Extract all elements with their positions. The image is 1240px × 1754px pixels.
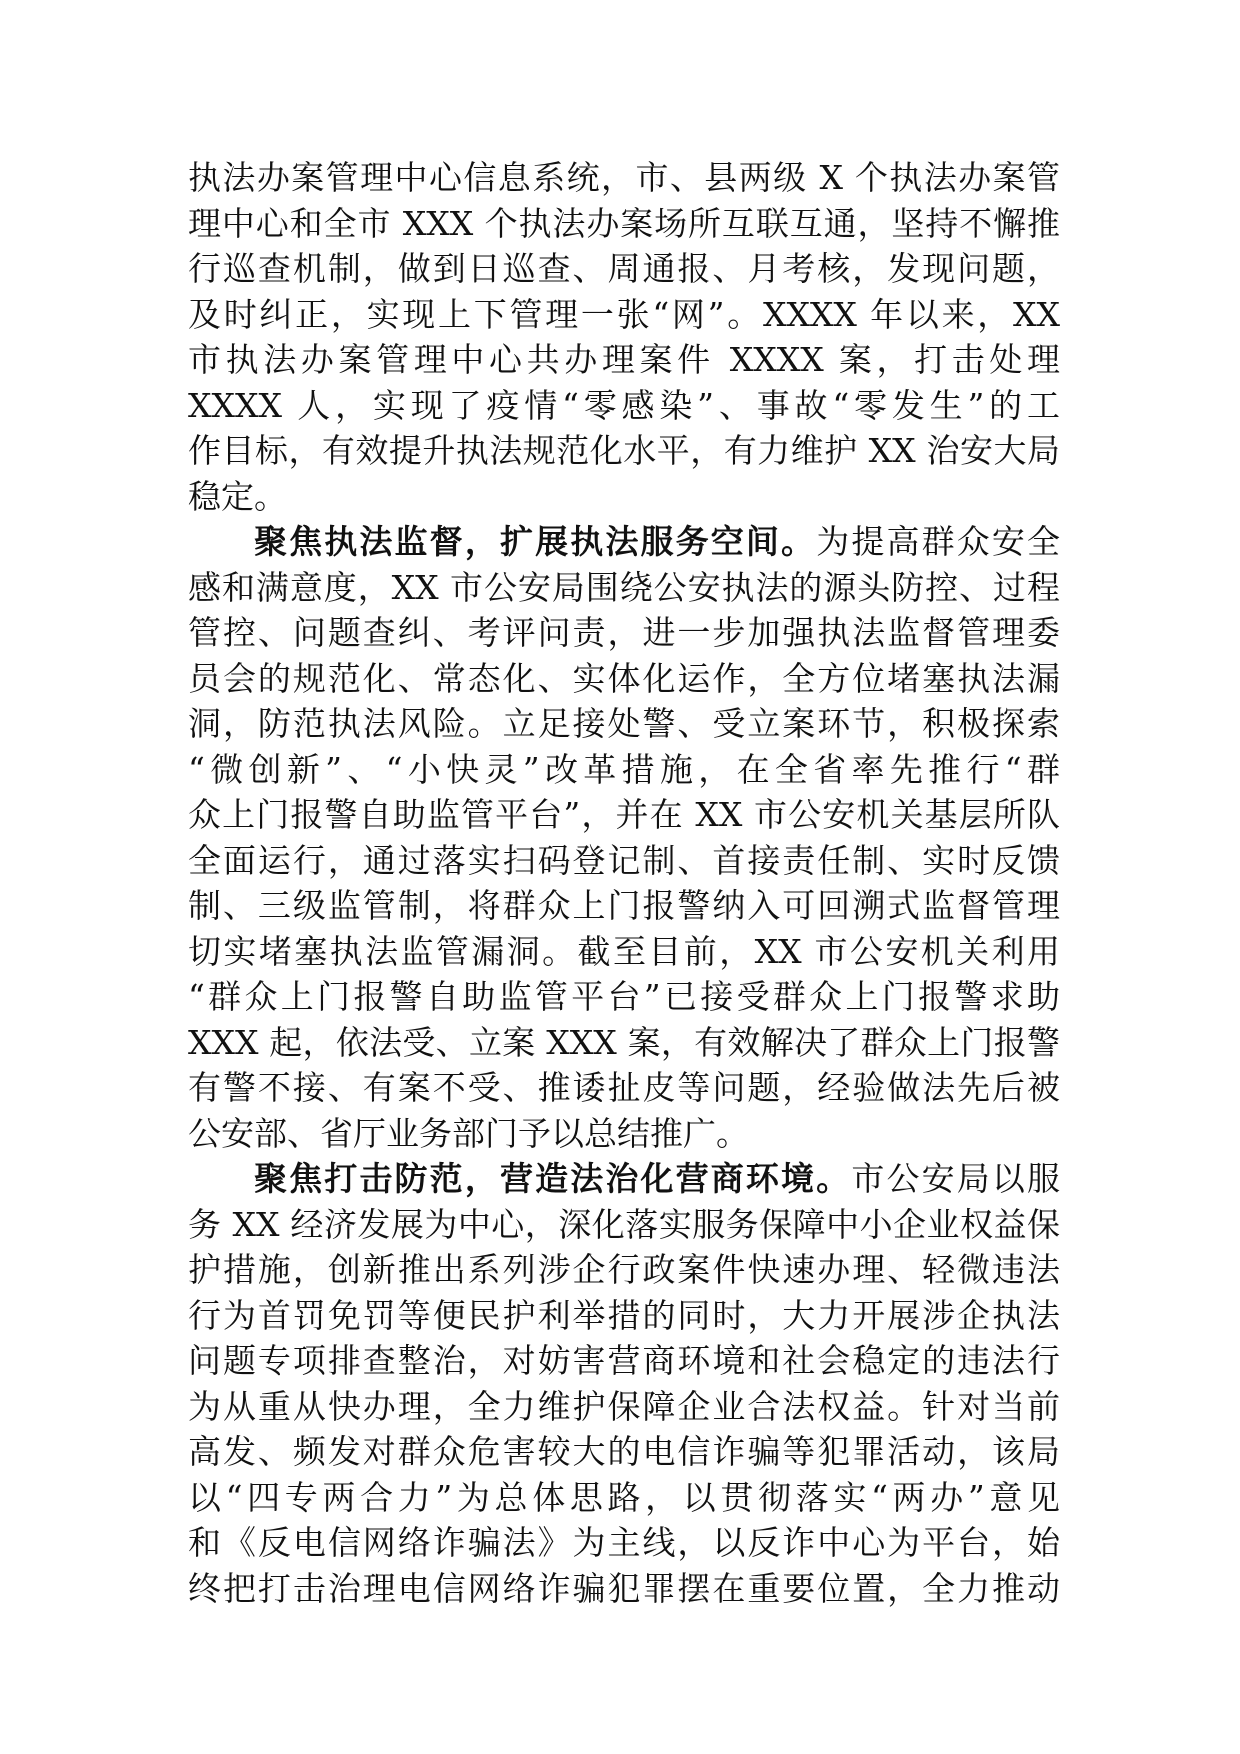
paragraph-first-line (188, 519, 1060, 565)
text-line: 理中心和全市 XXX 个执法办案场所互联互通，坚持不懈推 (188, 203, 1060, 243)
paragraph-heading: 聚焦打击防范，营造法治化营商环境。 (254, 1159, 852, 1198)
text-line: 切实堵塞执法监管漏洞。截至目前，XX 市公安机关利用 (188, 931, 1060, 971)
text-line: 感和满意度，XX 市公安局围绕公安执法的源头防控、过程 (188, 567, 1060, 607)
text-line: 和《反电信网络诈骗法》为主线，以反诈中心为平台，始 (188, 1523, 1060, 1562)
paragraph-3 (188, 1156, 1060, 1611)
text-line: 问题专项排查整治，对妨害营商环境和社会稳定的违法行 (188, 1341, 1060, 1380)
text-line: 管控、问题查纠、考评问责，进一步加强执法监督管理委 (188, 613, 1060, 652)
text-line: 护措施，创新推出系列涉企行政案件快速办理、轻微违法 (188, 1250, 1060, 1289)
text-line: 及时纠正，实现上下管理一张“网”。XXXX 年以来，XX (188, 294, 1060, 334)
text-line: 高发、频发对群众危害较大的电信诈骗等犯罪活动，该局 (188, 1432, 1060, 1471)
text-line: 终把打击治理电信网络诈骗犯罪摆在重要位置，全力推动 (188, 1568, 1060, 1608)
paragraph-heading: 聚焦执法监督，扩展执法服务空间。 (254, 522, 817, 561)
text-line: 行为首罚免罚等便民护利举措的同时，大力开展涉企执法 (188, 1295, 1060, 1335)
text-line: 全面运行，通过落实扫码登记制、首接责任制、实时反馈 (188, 840, 1060, 880)
text-line: 市执法办案管理中心共办理案件 XXXX 案，打击处理 (188, 340, 1060, 379)
text-line: 洞，防范执法风险。立足接处警、受立案环节，积极探索 (188, 704, 1060, 743)
text-line: 众上门报警自助监管平台”，并在 XX 市公安机关基层所队 (188, 795, 1060, 834)
text-span: 市公安局以服 (851, 1159, 1060, 1198)
text-line: 执法办案管理中心信息系统，市、县两级 X 个执法办案管 (188, 158, 1060, 197)
paragraph-2 (188, 519, 1060, 1156)
text-line: “微创新”、“小快灵”改革措施，在全省率先推行“群 (188, 749, 1060, 789)
text-line: “群众上门报警自助监管平台”已接受群众上门报警求助 (188, 977, 1060, 1016)
text-line: XXX 起，依法受、立案 XXX 案，有效解决了群众上门报警 (188, 1022, 1060, 1062)
text-line: 以“四专两合力”为总体思路，以贯彻落实“两办”意见 (188, 1477, 1060, 1517)
text-line: 公安部、省厅业务部门予以总结推广。 (188, 1113, 749, 1153)
text-line: 员会的规范化、常态化、实体化运作，全方位堵塞执法漏 (188, 658, 1060, 698)
text-line: 稳定。 (188, 476, 287, 516)
paragraph-first-line (188, 1156, 1060, 1202)
text-line: 务 XX 经济发展为中心，深化落实服务保障中小企业权益保 (188, 1204, 1060, 1244)
text-line: 作目标，有效提升执法规范化水平，有力维护 XX 治安大局 (188, 431, 1060, 470)
text-line: 行巡查机制，做到日巡查、周通报、月考核，发现问题， (188, 249, 1060, 288)
paragraph-1 (188, 155, 1060, 519)
text-span: 为提高群众安全 (816, 522, 1060, 561)
text-line: 制、三级监管制，将群众上门报警纳入可回溯式监督管理 (188, 886, 1060, 925)
text-line: 有警不接、有案不受、推诿扯皮等问题，经验做法先后被 (188, 1068, 1060, 1107)
text-line: XXXX 人，实现了疫情“零感染”、事故“零发生”的工 (188, 385, 1060, 425)
text-line: 为从重从快办理，全力维护保障企业合法权益。针对当前 (188, 1386, 1060, 1426)
document-body (188, 155, 1060, 1611)
